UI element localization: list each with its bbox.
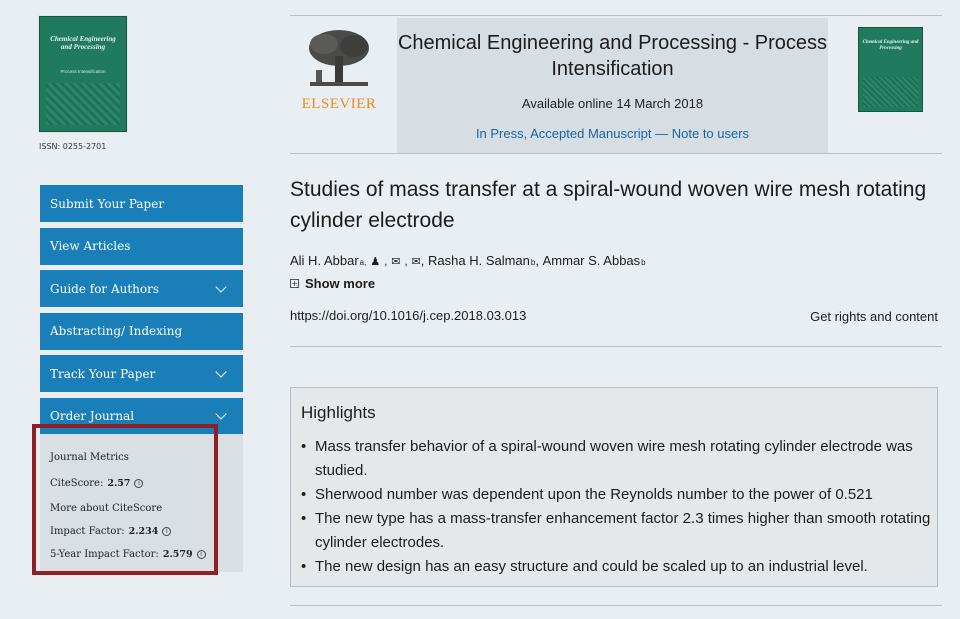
- author-separator: ,: [420, 253, 425, 268]
- elsevier-logo[interactable]: [298, 24, 380, 116]
- menu-view-articles[interactable]: [40, 228, 243, 265]
- menu-submit-paper[interactable]: [40, 185, 243, 222]
- chevron-down-icon: [215, 281, 226, 292]
- article-title: Studies of mass transfer at a spiral-wound woven wire mesh rotating cylinder electrode: [290, 178, 927, 232]
- chevron-down-icon: [215, 408, 226, 419]
- menu-label: Track Your Paper: [50, 366, 156, 381]
- author-affiliation: b: [530, 258, 536, 267]
- publisher-name: ELSEVIER: [301, 96, 377, 112]
- chevron-down-icon: [215, 366, 226, 377]
- get-rights-link[interactable]: Get rights and content: [810, 309, 938, 324]
- header-divider: [290, 153, 942, 154]
- journal-cover[interactable]: [39, 16, 127, 132]
- highlight-item: • Mass transfer behavior of a spiral-wound woven wire mesh rotating cylinder electrode was studied.: [301, 435, 931, 483]
- show-more-label: Show more: [305, 276, 376, 291]
- info-icon[interactable]: i: [197, 550, 206, 559]
- menu-label: Submit Your Paper: [50, 196, 165, 211]
- cover-subtitle: Process Intensification: [60, 69, 106, 74]
- five-year-impact-value: 2.579: [162, 549, 193, 560]
- five-year-impact-label: 5-Year Impact Factor:: [50, 549, 159, 560]
- menu-track-paper[interactable]: [40, 355, 243, 392]
- info-icon[interactable]: i: [134, 479, 143, 488]
- cover-art: [46, 83, 120, 125]
- sidebar-menu: [40, 185, 243, 440]
- separator: ,: [384, 256, 388, 268]
- citescore-value: 2.57: [107, 478, 131, 489]
- author-separator: ,: [535, 253, 539, 268]
- journal-cover-thumbnail[interactable]: [858, 27, 923, 112]
- plus-icon: +: [291, 279, 298, 288]
- highlight-item: • The new type has a mass-transfer enhancement factor 2.3 times higher than smooth rotating cylinder electrodes.: [301, 507, 931, 555]
- available-online: Available online 14 March 2018: [521, 96, 704, 111]
- journal-header: [397, 18, 828, 153]
- cover-thumbnail-art: [863, 77, 918, 107]
- highlights-heading: Highlights: [301, 403, 376, 422]
- article-divider: [290, 346, 942, 347]
- info-icon[interactable]: i: [162, 527, 171, 536]
- menu-abstracting-indexing[interactable]: [40, 313, 243, 350]
- person-icon[interactable]: ♟: [370, 256, 381, 268]
- menu-label: View Articles: [50, 239, 131, 253]
- highlights-list: [301, 435, 931, 579]
- metrics-heading-text: Journal Metrics: [50, 452, 129, 463]
- author-link[interactable]: Ali H. Abbar: [290, 253, 359, 268]
- email-icon[interactable]: ✉: [391, 256, 401, 268]
- separator: ,: [404, 256, 408, 268]
- top-divider: [290, 15, 942, 16]
- in-press-note-link[interactable]: In Press, Accepted Manuscript — Note to users: [475, 126, 750, 141]
- citescore-label: CiteScore:: [50, 478, 104, 489]
- menu-label: Abstracting/ Indexing: [50, 324, 183, 338]
- author-affiliation: b: [641, 258, 646, 267]
- elsevier-tree-icon: [304, 26, 374, 90]
- author-list: [290, 253, 646, 268]
- show-more-toggle[interactable]: [290, 276, 375, 291]
- journal-title[interactable]: Chemical Engineering and Processing - Process Intensification: [397, 32, 828, 80]
- author-link[interactable]: Rasha H. Salman: [428, 253, 530, 268]
- menu-guide-for-authors[interactable]: [40, 270, 243, 307]
- highlights-panel: [290, 387, 938, 587]
- author-link[interactable]: Ammar S. Abbas: [542, 253, 641, 268]
- highlight-item: • Sherwood number was dependent upon the Reynolds number to the power of 0.521: [301, 483, 931, 507]
- bottom-divider: [290, 605, 942, 606]
- metrics-highlight-box: [32, 424, 218, 575]
- impact-factor-value: 2.234: [128, 526, 159, 537]
- cover-thumbnail-title: Chemical Engineering and Processing: [862, 40, 919, 51]
- doi-link[interactable]: https://doi.org/10.1016/j.cep.2018.03.013: [290, 308, 527, 323]
- impact-factor-label: Impact Factor:: [50, 526, 125, 537]
- email-icon[interactable]: ✉: [411, 256, 421, 268]
- highlight-item: • The new design has an easy structure and could be scaled up to an industrial level.: [301, 555, 931, 579]
- more-about-citescore-text: More about CiteScore: [50, 503, 163, 514]
- menu-label: Guide for Authors: [50, 281, 160, 296]
- menu-label: Order Journal: [50, 409, 135, 423]
- issn: ISSN: 0255-2701: [39, 142, 107, 151]
- author-affiliation: a,: [359, 258, 367, 267]
- cover-title: Chemical Engineering and Processing: [50, 35, 116, 51]
